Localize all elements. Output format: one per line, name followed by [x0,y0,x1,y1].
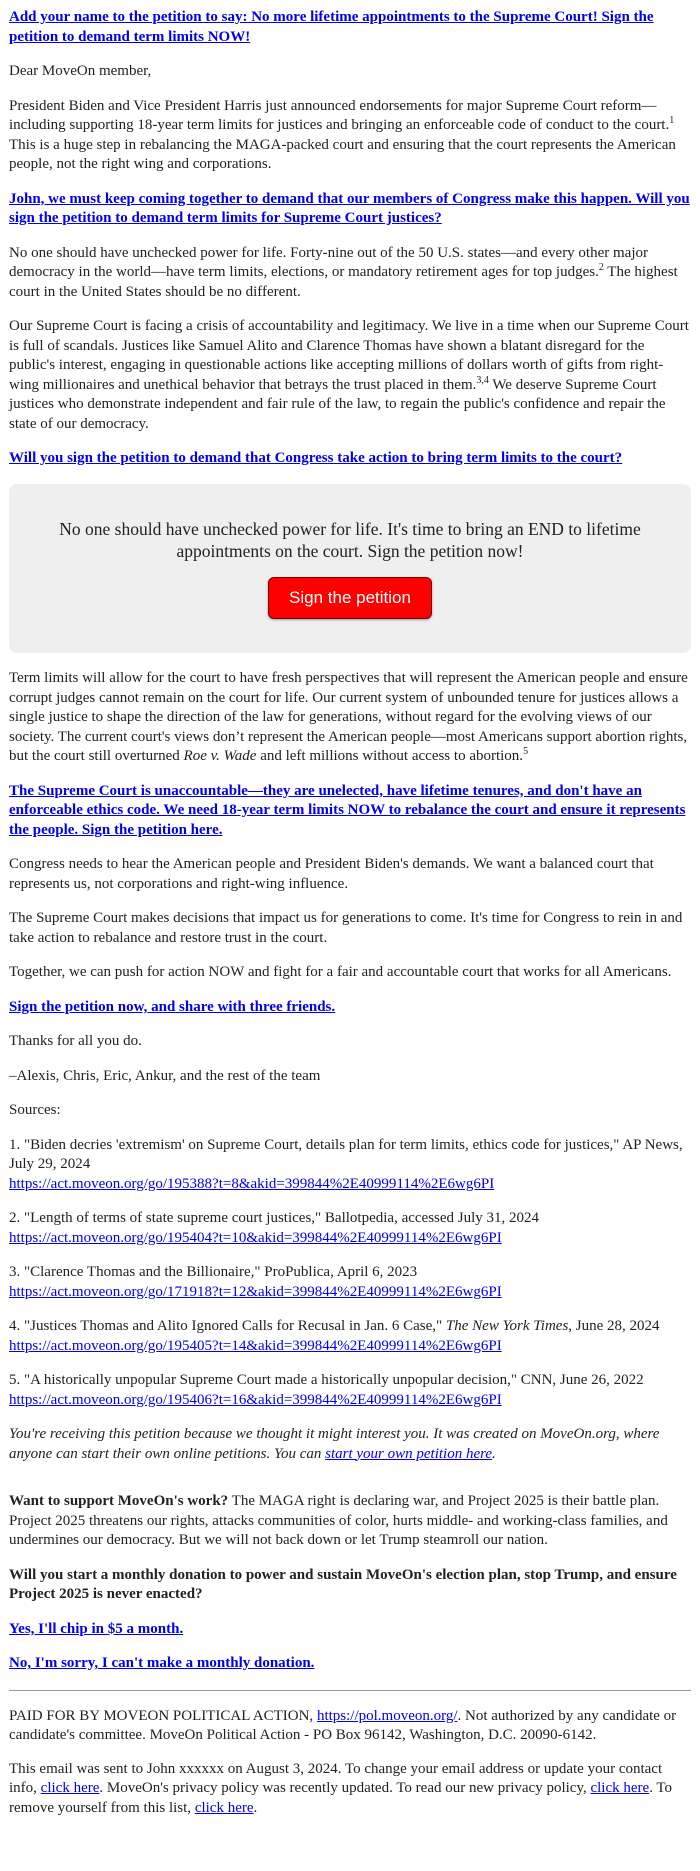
case-name: Roe v. Wade [183,748,257,765]
email-notice-text: . MoveOn's privacy policy was recently updated. To read our new privacy policy, [99,1780,591,1797]
email-notice-text: . [253,1799,258,1816]
donation-ask [9,1566,691,1605]
greeting: Dear MoveOn member, [9,63,152,79]
source-link[interactable]: https://act.moveon.org/go/195406?t=16&akid=399844%2E40999114%2E6wg6PI [9,1391,502,1408]
notice-end: . [492,1445,496,1462]
footnote-ref: 2 [598,262,604,273]
body-paragraph-5: Congress needs to hear the American people and President Biden's demands. We want a balanced court that represents us, not corporations and right-wing influence. [9,856,654,892]
body-text: Term limits will allow for the court to have fresh perspectives that will represent the American people and ensure corrupt judges cannot remain on the court for life. Our current system of unbounded tenure for justices allows a single justice to shape the direction of the law for generations, without regard for the evolving views of our society. The current court's views don’t represent the American people—most Americans support abortion rights, but the court still overturned [9,670,688,765]
thanks: Thanks for all you do. [9,1033,142,1050]
support-text: The MAGA right is declaring war, and Project 2025 is their battle plan. Project 2025 threatens our rights, attacks communities of color, hurts middle- and working-class families, and undermines our democracy. But we will not back down or let Trump steamroll our nation. [9,1493,668,1549]
petition-notice [9,1425,691,1464]
paid-text-cont: . Not authorized by any candidate or candidate's committee. MoveOn Political Action - PO Box 96142, Washington, D.C. 20090-6142. [9,1707,677,1744]
donate-no-link[interactable]: No, I'm sorry, I can't make a monthly donation. [9,1655,315,1672]
divider [9,1690,691,1691]
support-heading: Want to support MoveOn's work? [9,1493,229,1510]
notice-text: You're receiving this petition because we thought it might interest you. It was created on MoveOn.org, where anyone can start their own online petitions. You can [9,1426,660,1462]
footer [9,1707,691,1819]
cta-paragraph-2 [9,190,691,229]
cta-paragraph-3 [9,449,691,469]
source-link[interactable]: https://act.moveon.org/go/171918?t=12&akid=399844%2E40999114%2E6wg6PI [9,1283,502,1300]
source-item [9,1209,691,1248]
footnote-ref: 5 [523,746,529,758]
paid-for-notice [9,1707,691,1746]
source-item [9,1263,691,1302]
body-paragraph-4 [9,669,691,767]
body-paragraph-6: The Supreme Court makes decisions that impact us for generations to come. It's time for Congress to rein in and take action to rebalance and restore trust in the court. [9,910,683,946]
support-paragraph [9,1492,691,1551]
email-notice-text: This email was sent to John xxxxxx on August 3, 2024. To change your email address or update your contact info, [9,1760,663,1797]
email-notice [9,1760,691,1819]
unsubscribe-link[interactable]: click here [194,1799,254,1816]
share-petition-link[interactable]: Sign the petition now, and share with three friends. [9,998,336,1015]
sources-list [9,1136,691,1411]
cta-paragraph-4 [9,782,691,841]
source-citation: 2. "Length of terms of state supreme court justices," Ballotpedia, accessed July 31, 2024 [9,1210,540,1227]
source-citation: 1. "Biden decries 'extremism' on Supreme Court, details plan for term limits, ethics code for justices," AP News, July 29, 2024 [9,1136,683,1173]
body-text-cont: We deserve Supreme Court justices who demonstrate independent and fair rule of the law, to regain the public's confidence and repair the state of our democracy. [9,376,666,432]
sources-label: Sources: [9,1102,61,1119]
yes-paragraph [9,1620,691,1640]
body-text: No one should have unchecked power for life. Forty-nine out of the 50 U.S. states—and every other major democracy in the world—have term limits, elections, or mandatory retirement ages for top judges. [9,244,648,280]
body-text: Our Supreme Court is facing a crisis of accountability and legitimacy. We live in a time when our Supreme Court is full of scandals. Justices like Samuel Alito and Clarence Thomas have shown a blatant disregard for the public's interest, engaging in questionable actions like accepting millions of dollars worth of gifts from right-wing millionaires and unethical behavior that betrays the trust placed in them. [9,318,689,393]
source-item [9,1317,691,1356]
source-link[interactable]: https://act.moveon.org/go/195388?t=8&akid=399844%2E40999114%2E6wg6PI [9,1175,495,1192]
start-petition-link[interactable]: start your own petition here [325,1445,493,1462]
privacy-policy-link[interactable]: click here [590,1780,650,1797]
footnote-ref: 3,4 [476,374,489,386]
body-paragraph-7: Together, we can push for action NOW and fight for a fair and accountable court that works for all Americans. [9,964,672,981]
intro-text: President Biden and Vice President Harris just announced endorsements for major Supreme Court reform—including supporting 18-year term limits for justices and bringing an enforceable code of conduct to the court. [9,97,670,133]
email-notice-text: . To remove yourself from this list, [9,1780,673,1816]
source-link[interactable]: https://act.moveon.org/go/195405?t=14&akid=399844%2E40999114%2E6wg6PI [9,1337,502,1354]
body-text-cont: The highest court in the United States should be no different. [9,264,678,300]
sign-petition-button[interactable]: Sign the petition [268,577,432,619]
donate-yes-link[interactable]: Yes, I'll chip in $5 a month. [9,1620,184,1637]
pol-moveon-link[interactable]: https://pol.moveon.org/ [316,1707,458,1724]
update-info-link[interactable]: click here [40,1780,100,1797]
cta-paragraph-5 [9,998,691,1018]
source-item [9,1136,691,1195]
source-item [9,1371,691,1410]
source-citation-date: , June 28, 2024 [568,1318,660,1335]
body-text-cont: and left millions without access to abortion. [256,748,524,765]
intro-paragraph [9,97,691,175]
footnote-ref: 1 [669,115,675,126]
source-citation: 5. "A historically unpopular Supreme Court made a historically unpopular decision," CNN, June 26, 2022 [9,1372,644,1389]
source-citation: 3. "Clarence Thomas and the Billionaire," ProPublica, April 6, 2023 [9,1264,418,1281]
body-paragraph-3 [9,317,691,434]
petition-link-congress[interactable]: John, we must keep coming together to demand that our members of Congress make this happen. Will you sign the petition to demand term limits for Supreme Court justices? [9,190,690,226]
donation-ask-text: Will you start a monthly donation to power and sustain MoveOn's election plan, stop Trump, and ensure Project 2025 is never enacted? [9,1566,677,1603]
petition-link-unaccountable[interactable]: The Supreme Court is unaccountable—they are unelected, have lifetime tenures, and don't have an enforceable ethics code. We need 18-year term limits NOW to rebalance the court and ensure it represents the people. Sign the petition here. [9,782,686,838]
callout-text: No one should have unchecked power for life. It's time to bring an END to lifetime appointments on the court. Sign the petition now! [59,518,641,562]
source-citation: 4. "Justices Thomas and Alito Ignored Calls for Recusal in Jan. 6 Case," [9,1318,446,1335]
no-paragraph [9,1654,691,1674]
body-paragraph-2 [9,244,691,303]
callout-box [9,484,691,654]
source-publication: The New York Times [445,1318,569,1335]
paid-text: PAID FOR BY MOVEON POLITICAL ACTION, [9,1707,317,1724]
petition-link-term-limits[interactable]: Will you sign the petition to demand that Congress take action to bring term limits to the court? [9,450,623,466]
header-petition-link[interactable]: Add your name to the petition to say: No more lifetime appointments to the Supreme Court! Sign the petition to demand term limits NOW! [9,9,654,45]
intro-text-cont: This is a huge step in rebalancing the MAGA-packed court and ensuring that the court represents the American people, not the right wing and corporations. [9,136,676,172]
source-link[interactable]: https://act.moveon.org/go/195404?t=10&akid=399844%2E40999114%2E6wg6PI [9,1229,502,1246]
header-paragraph [9,8,691,47]
signoff: –Alexis, Chris, Eric, Ankur, and the rest of the team [9,1067,321,1084]
